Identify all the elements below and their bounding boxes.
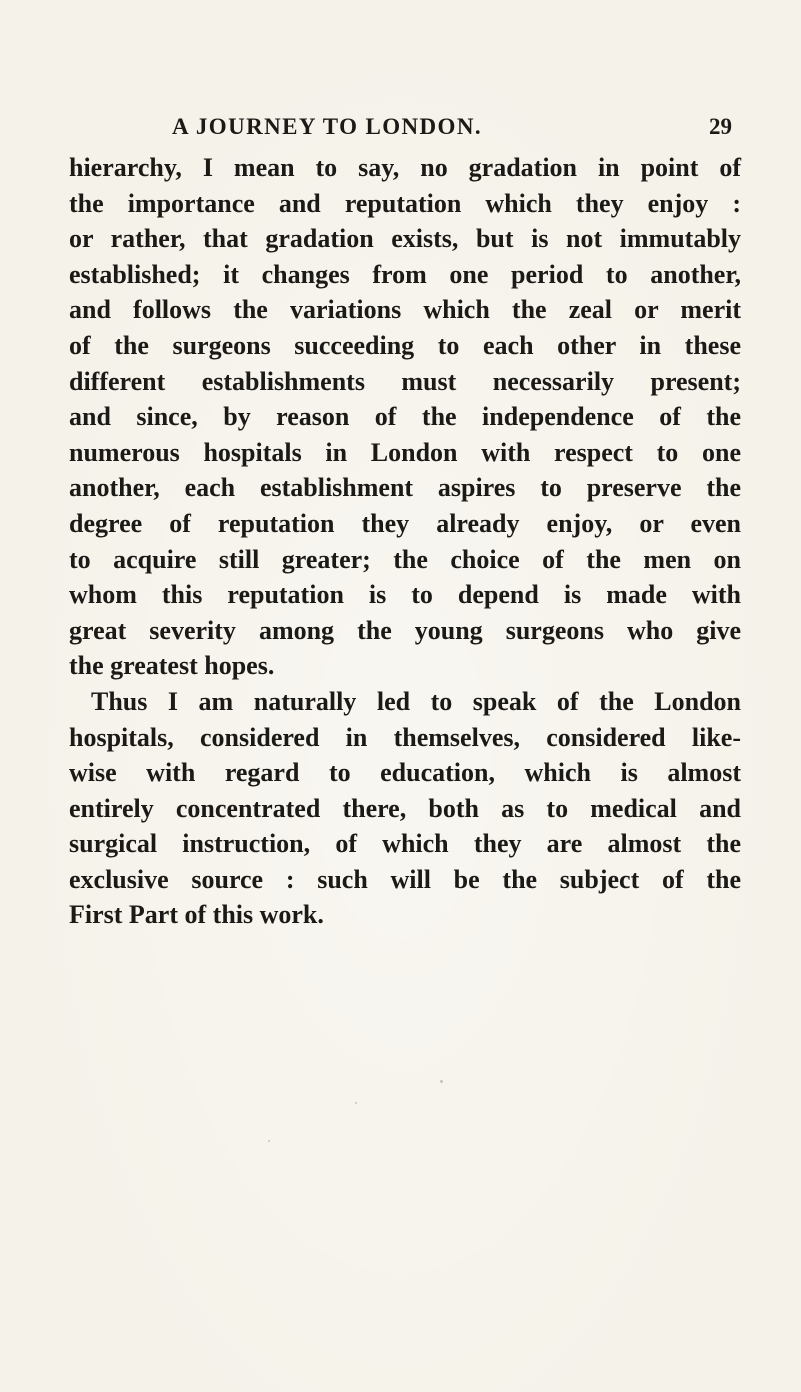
text-line: whom this reputation is to depend is made with — [69, 580, 741, 610]
text-line: the importance and reputation which they enjoy : — [69, 188, 741, 218]
text-line: and since, by reason of the independence of the — [69, 402, 741, 432]
text-line: great severity among the young surgeons who give — [69, 615, 741, 645]
paper-speck — [355, 1102, 357, 1104]
running-head — [0, 114, 801, 144]
text-line: to acquire still greater; the choice of the men on — [69, 544, 741, 574]
text-line: the greatest hopes. — [69, 651, 275, 681]
paper-speck — [268, 1140, 270, 1142]
text-line: wise with regard to education, which is almost — [69, 758, 741, 788]
text-line: surgical instruction, of which they are almost the — [69, 829, 741, 859]
text-line: Thus I am naturally led to speak of the London — [91, 686, 741, 716]
page-number: 29 — [709, 114, 732, 139]
text-line: or rather, that gradation exists, but is not immutably — [69, 224, 741, 254]
running-title: A JOURNEY TO LONDON. — [172, 114, 483, 139]
text-line: degree of reputation they already enjoy, or even — [69, 508, 741, 538]
text-line: and follows the variations which the zeal or merit — [69, 295, 741, 325]
text-line: entirely concentrated there, both as to medical and — [69, 793, 741, 823]
text-line: First Part of this work. — [69, 900, 324, 930]
text-line: of the surgeons succeeding to each other in these — [69, 330, 741, 360]
body-text — [69, 150, 741, 933]
text-line: hierarchy, I mean to say, no gradation in point of — [69, 153, 741, 182]
text-line: hospitals, considered in themselves, considered like- — [69, 722, 741, 752]
paragraph-2 — [69, 684, 741, 933]
text-line: established; it changes from one period to another, — [69, 259, 741, 289]
paper-speck — [440, 1080, 443, 1083]
paragraph-1 — [69, 150, 741, 684]
text-line: different establishments must necessarily present; — [69, 366, 741, 396]
text-line: numerous hospitals in London with respect to one — [69, 437, 741, 467]
text-line: exclusive source : such will be the subject of the — [69, 864, 741, 894]
text-line: another, each establishment aspires to preserve the — [69, 473, 741, 503]
